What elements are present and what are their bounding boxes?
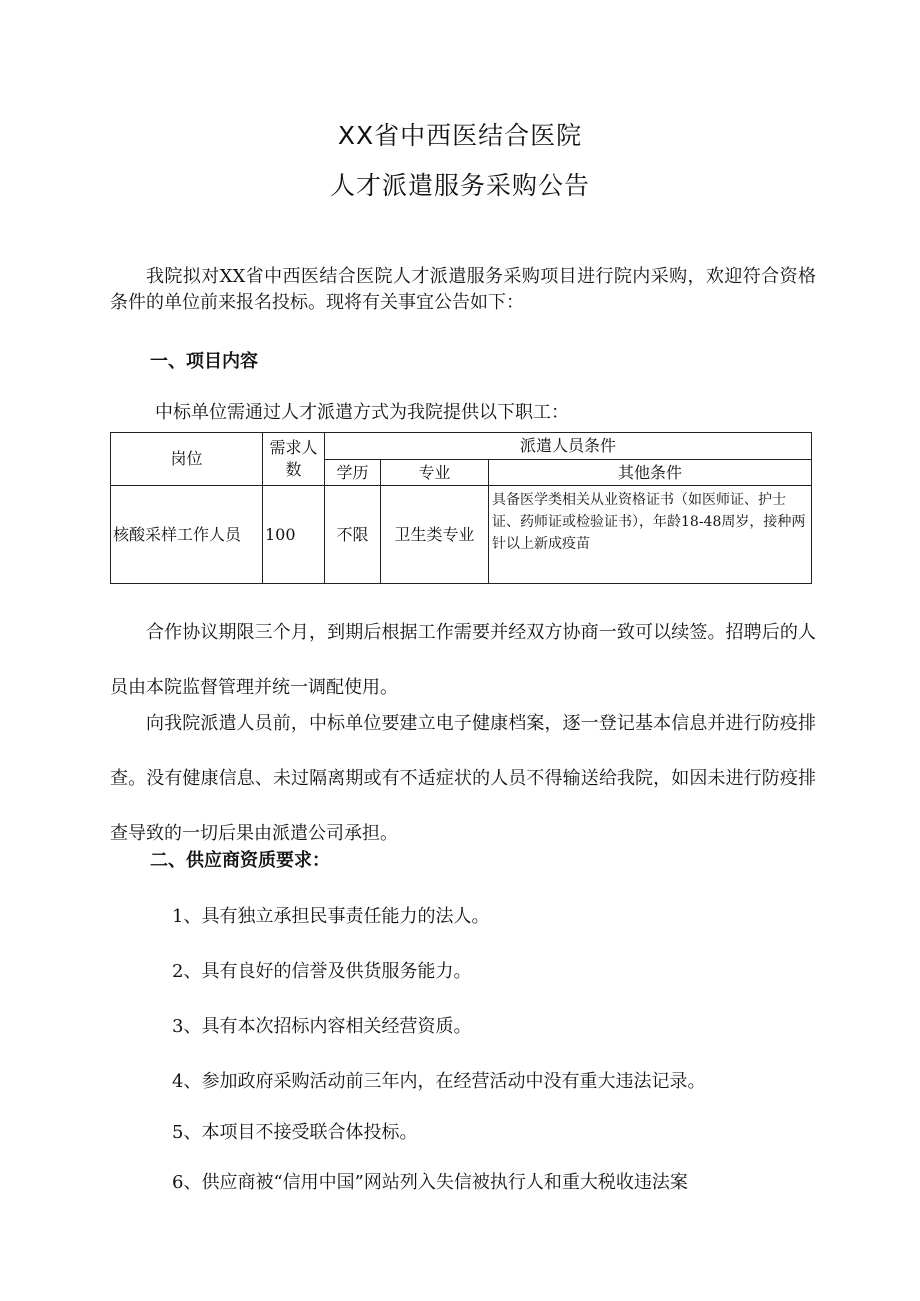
cell-major: 卫生类专业 — [381, 486, 489, 584]
header-education: 学历 — [325, 460, 381, 486]
qualification-item: 4、参加政府采购活动前三年内，在经营活动中没有重大违法记录。 — [172, 1071, 706, 1092]
intro-paragraph: 我院拟对XX省中西医结合医院人才派遣服务采购项目进行院内采购，欢迎符合资格条件的单位前来报名投标。现将有关事宜公告如下： — [110, 266, 816, 313]
header-other: 其他条件 — [489, 460, 812, 486]
document-title-announcement: 人才派遣服务采购公告 — [329, 171, 590, 200]
document-title-hospital: XX省中西医结合医院 — [337, 121, 583, 150]
cell-position: 核酸采样工作人员 — [111, 486, 263, 584]
header-count: 需求人数 — [263, 433, 325, 486]
qualification-item: 6、供应商被“信用中国”网站列入失信被执行人和重大税收违法案 — [172, 1172, 688, 1193]
cell-education: 不限 — [325, 486, 381, 584]
qualification-item: 2、具有良好的信誉及供货服务能力。 — [172, 961, 472, 982]
staffing-requirements-table — [110, 432, 812, 584]
qualification-item: 1、具有独立承担民事责任能力的法人。 — [172, 906, 490, 927]
cell-other-conditions: 具备医学类相关从业资格证书（如医师证、护士证、药师证或检验证书），年龄18-48周岁，接种两针以上新成疫苗 — [489, 486, 812, 584]
table-row — [111, 486, 812, 584]
section-heading-project-content: 一、项目内容 — [150, 351, 258, 372]
header-conditions: 派遣人员条件 — [325, 433, 812, 460]
qualification-item: 3、具有本次招标内容相关经营资质。 — [172, 1016, 472, 1037]
health-screening-paragraph: 向我院派遣人员前，中标单位要建立电子健康档案，逐一登记基本信息并进行防疫排查。没有健康信息、未过隔离期或有不适症状的人员不得输送给我院，如因未进行防疫排查导致的一切后果由派遣公司承担。 — [110, 713, 816, 844]
header-position: 岗位 — [111, 433, 263, 486]
table-intro-text: 中标单位需通过人才派遣方式为我院提供以下职工： — [155, 402, 569, 423]
qualification-item: 5、本项目不接受联合体投标。 — [172, 1122, 418, 1143]
section-heading-supplier-qualifications: 二、供应商资质要求： — [150, 850, 330, 871]
header-major: 专业 — [381, 460, 489, 486]
contract-term-paragraph: 合作协议期限三个月，到期后根据工作需要并经双方协商一致可以续签。招聘后的人员由本院监督管理并统一调配使用。 — [110, 622, 816, 698]
cell-count: 100 — [263, 486, 325, 584]
